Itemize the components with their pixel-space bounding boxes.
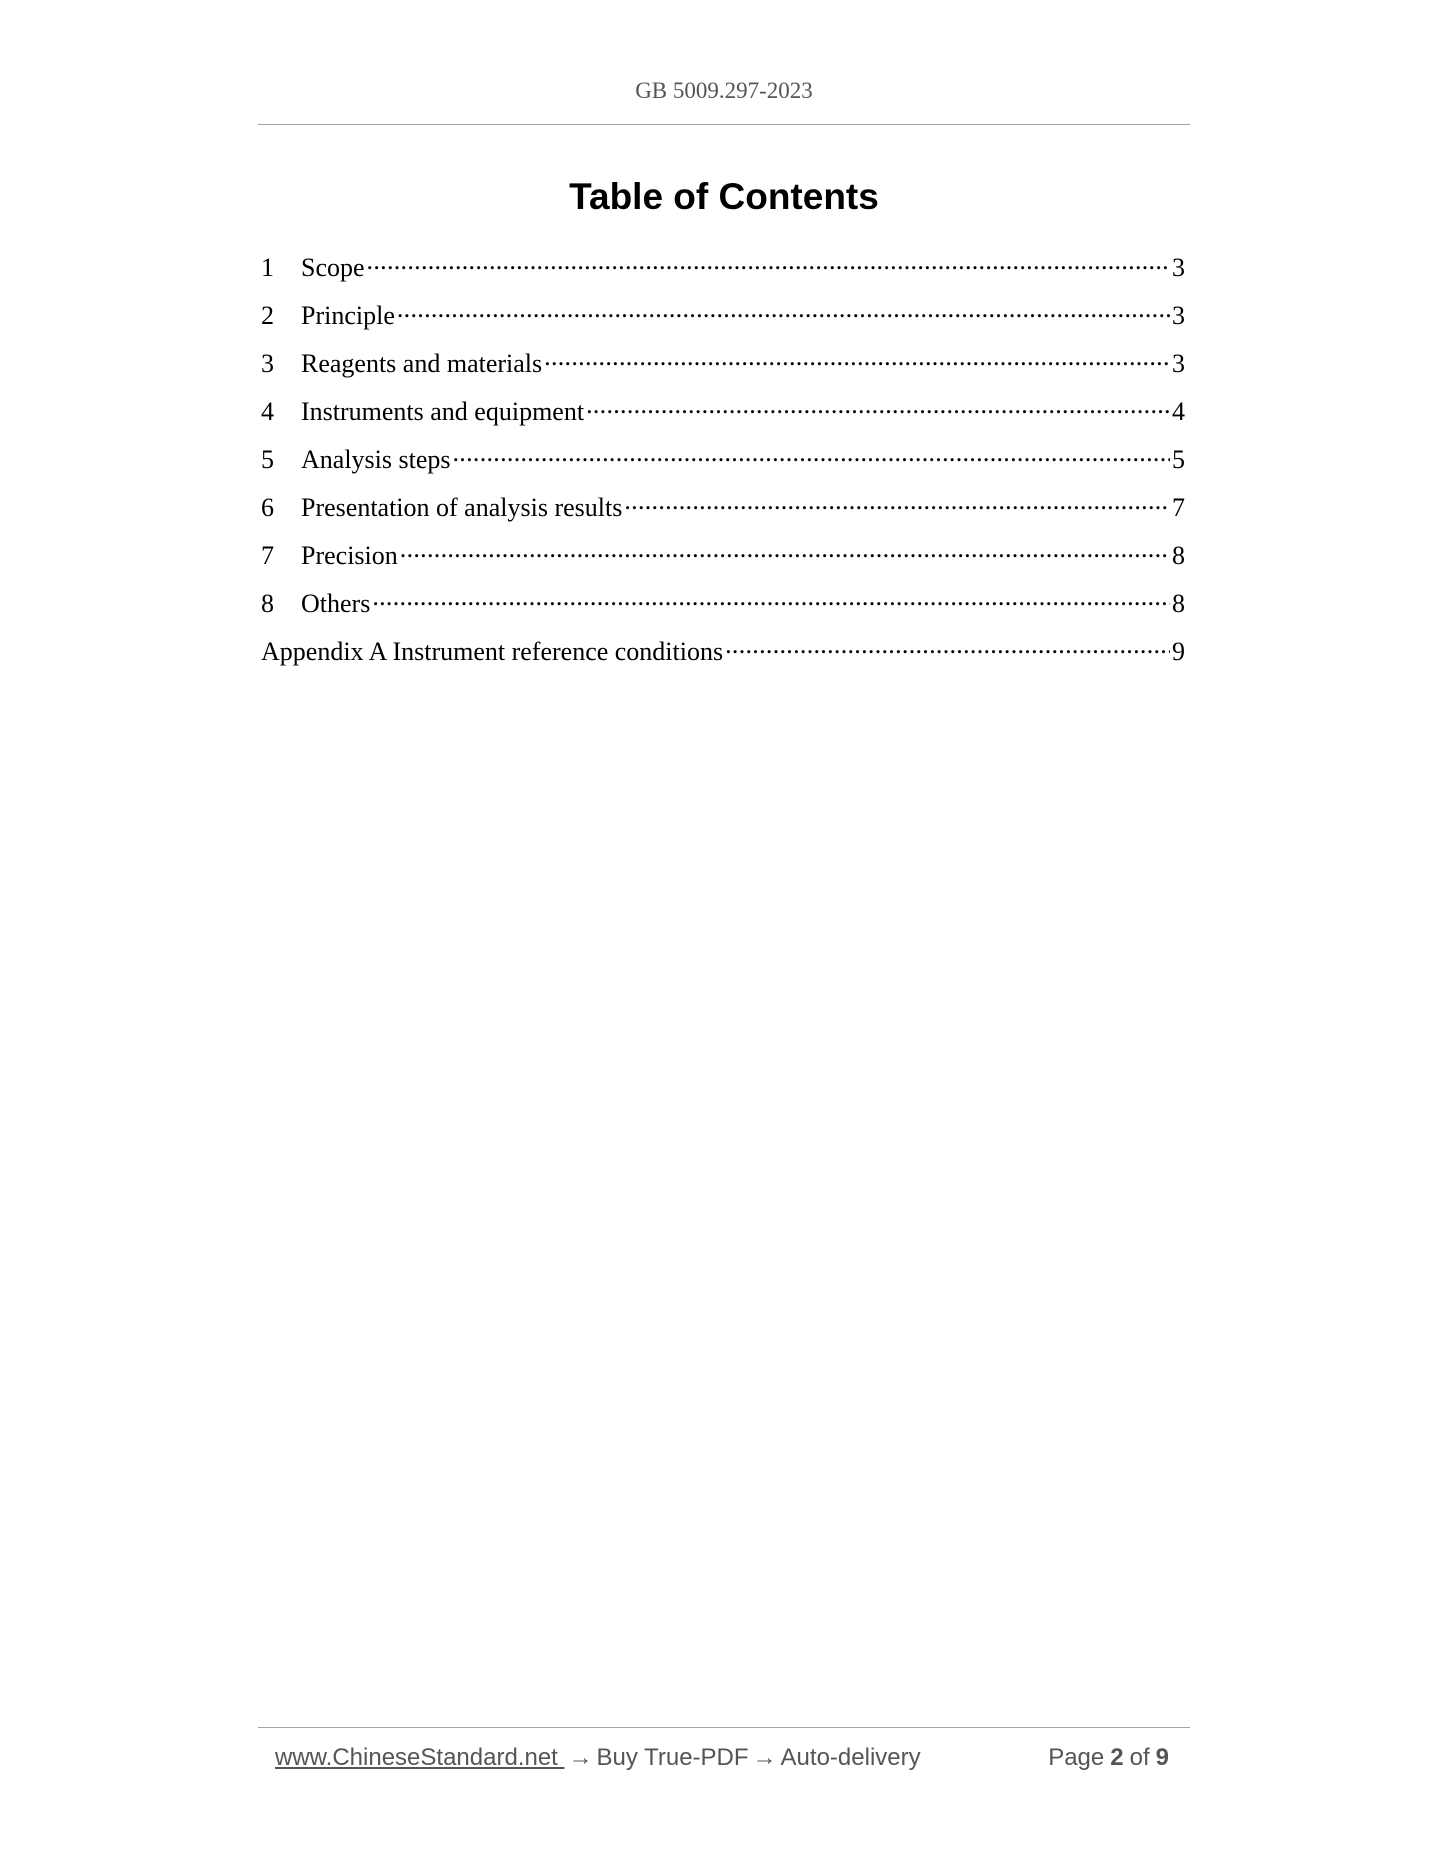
toc-entry-label: Appendix A Instrument reference conditions bbox=[261, 637, 724, 666]
toc-entry-page: 3 bbox=[1172, 253, 1185, 282]
toc-leader-dots bbox=[397, 294, 1170, 324]
toc-entry-number: 7 bbox=[261, 541, 274, 570]
running-header: GB 5009.297-2023 bbox=[635, 78, 813, 103]
toc-entry-number: 4 bbox=[261, 397, 274, 426]
toc-leader-dots bbox=[725, 630, 1170, 660]
toc-entry-page: 3 bbox=[1172, 301, 1185, 330]
toc-entry-label: Others bbox=[301, 589, 371, 618]
toc-entry-scope[interactable] bbox=[261, 246, 1185, 294]
website-link[interactable]: www.ChineseStandard.net bbox=[275, 1744, 565, 1771]
toc-entry-number: 1 bbox=[261, 253, 274, 282]
toc-leader-dots bbox=[624, 486, 1170, 516]
toc-entry-page: 3 bbox=[1172, 349, 1185, 378]
toc-entry-number: 8 bbox=[261, 589, 274, 618]
toc-entry-number: 5 bbox=[261, 445, 274, 474]
toc-entry-page: 5 bbox=[1172, 445, 1185, 474]
footer-divider bbox=[258, 1727, 1190, 1728]
page-label: Page bbox=[1048, 1744, 1105, 1771]
current-page-number: 2 bbox=[1110, 1744, 1124, 1771]
toc-entry-analysis-steps[interactable] bbox=[261, 438, 1185, 486]
toc-entry-results[interactable] bbox=[261, 486, 1185, 534]
page-indicator bbox=[1048, 1744, 1175, 1772]
toc-leader-dots bbox=[400, 534, 1170, 564]
toc-entry-appendix-a[interactable] bbox=[261, 630, 1185, 678]
toc-entry-label: Instruments and equipment bbox=[301, 397, 585, 426]
toc-entry-number: 6 bbox=[261, 493, 274, 522]
auto-delivery-text: Auto-delivery bbox=[780, 1744, 921, 1771]
arrow-right-icon: → bbox=[752, 1744, 777, 1771]
toc-leader-dots bbox=[367, 246, 1170, 276]
toc-entry-number: 2 bbox=[261, 301, 274, 330]
toc-leader-dots bbox=[372, 582, 1170, 612]
page-footer bbox=[275, 1744, 1175, 1772]
arrow-right-icon: → bbox=[568, 1744, 593, 1771]
toc-entry-label: Precision bbox=[301, 541, 398, 570]
toc-entry-page: 8 bbox=[1172, 541, 1185, 570]
toc-leader-dots bbox=[586, 390, 1170, 420]
toc-entry-precision[interactable] bbox=[261, 534, 1185, 582]
toc-list bbox=[261, 246, 1185, 678]
toc-entry-principle[interactable] bbox=[261, 294, 1185, 342]
toc-entry-number: 3 bbox=[261, 349, 274, 378]
buy-pdf-text: Buy True-PDF bbox=[596, 1744, 749, 1771]
toc-entry-page: 7 bbox=[1172, 493, 1185, 522]
toc-entry-label: Principle bbox=[301, 301, 395, 330]
header-divider bbox=[258, 124, 1190, 125]
toc-entry-label: Analysis steps bbox=[301, 445, 451, 474]
toc-leader-dots bbox=[544, 342, 1170, 372]
toc-entry-page: 9 bbox=[1172, 637, 1185, 666]
toc-entry-label: Reagents and materials bbox=[301, 349, 543, 378]
toc-entry-page: 8 bbox=[1172, 589, 1185, 618]
toc-entry-others[interactable] bbox=[261, 582, 1185, 630]
toc-entry-page: 4 bbox=[1172, 397, 1185, 426]
toc-entry-label: Scope bbox=[301, 253, 365, 282]
of-label: of bbox=[1129, 1744, 1150, 1771]
toc-entry-instruments[interactable] bbox=[261, 390, 1185, 438]
total-pages-number: 9 bbox=[1155, 1744, 1169, 1771]
toc-leader-dots bbox=[453, 438, 1171, 468]
toc-entry-label: Presentation of analysis results bbox=[301, 493, 623, 522]
page-title: Table of Contents bbox=[569, 176, 879, 217]
toc-entry-reagents[interactable] bbox=[261, 342, 1185, 390]
